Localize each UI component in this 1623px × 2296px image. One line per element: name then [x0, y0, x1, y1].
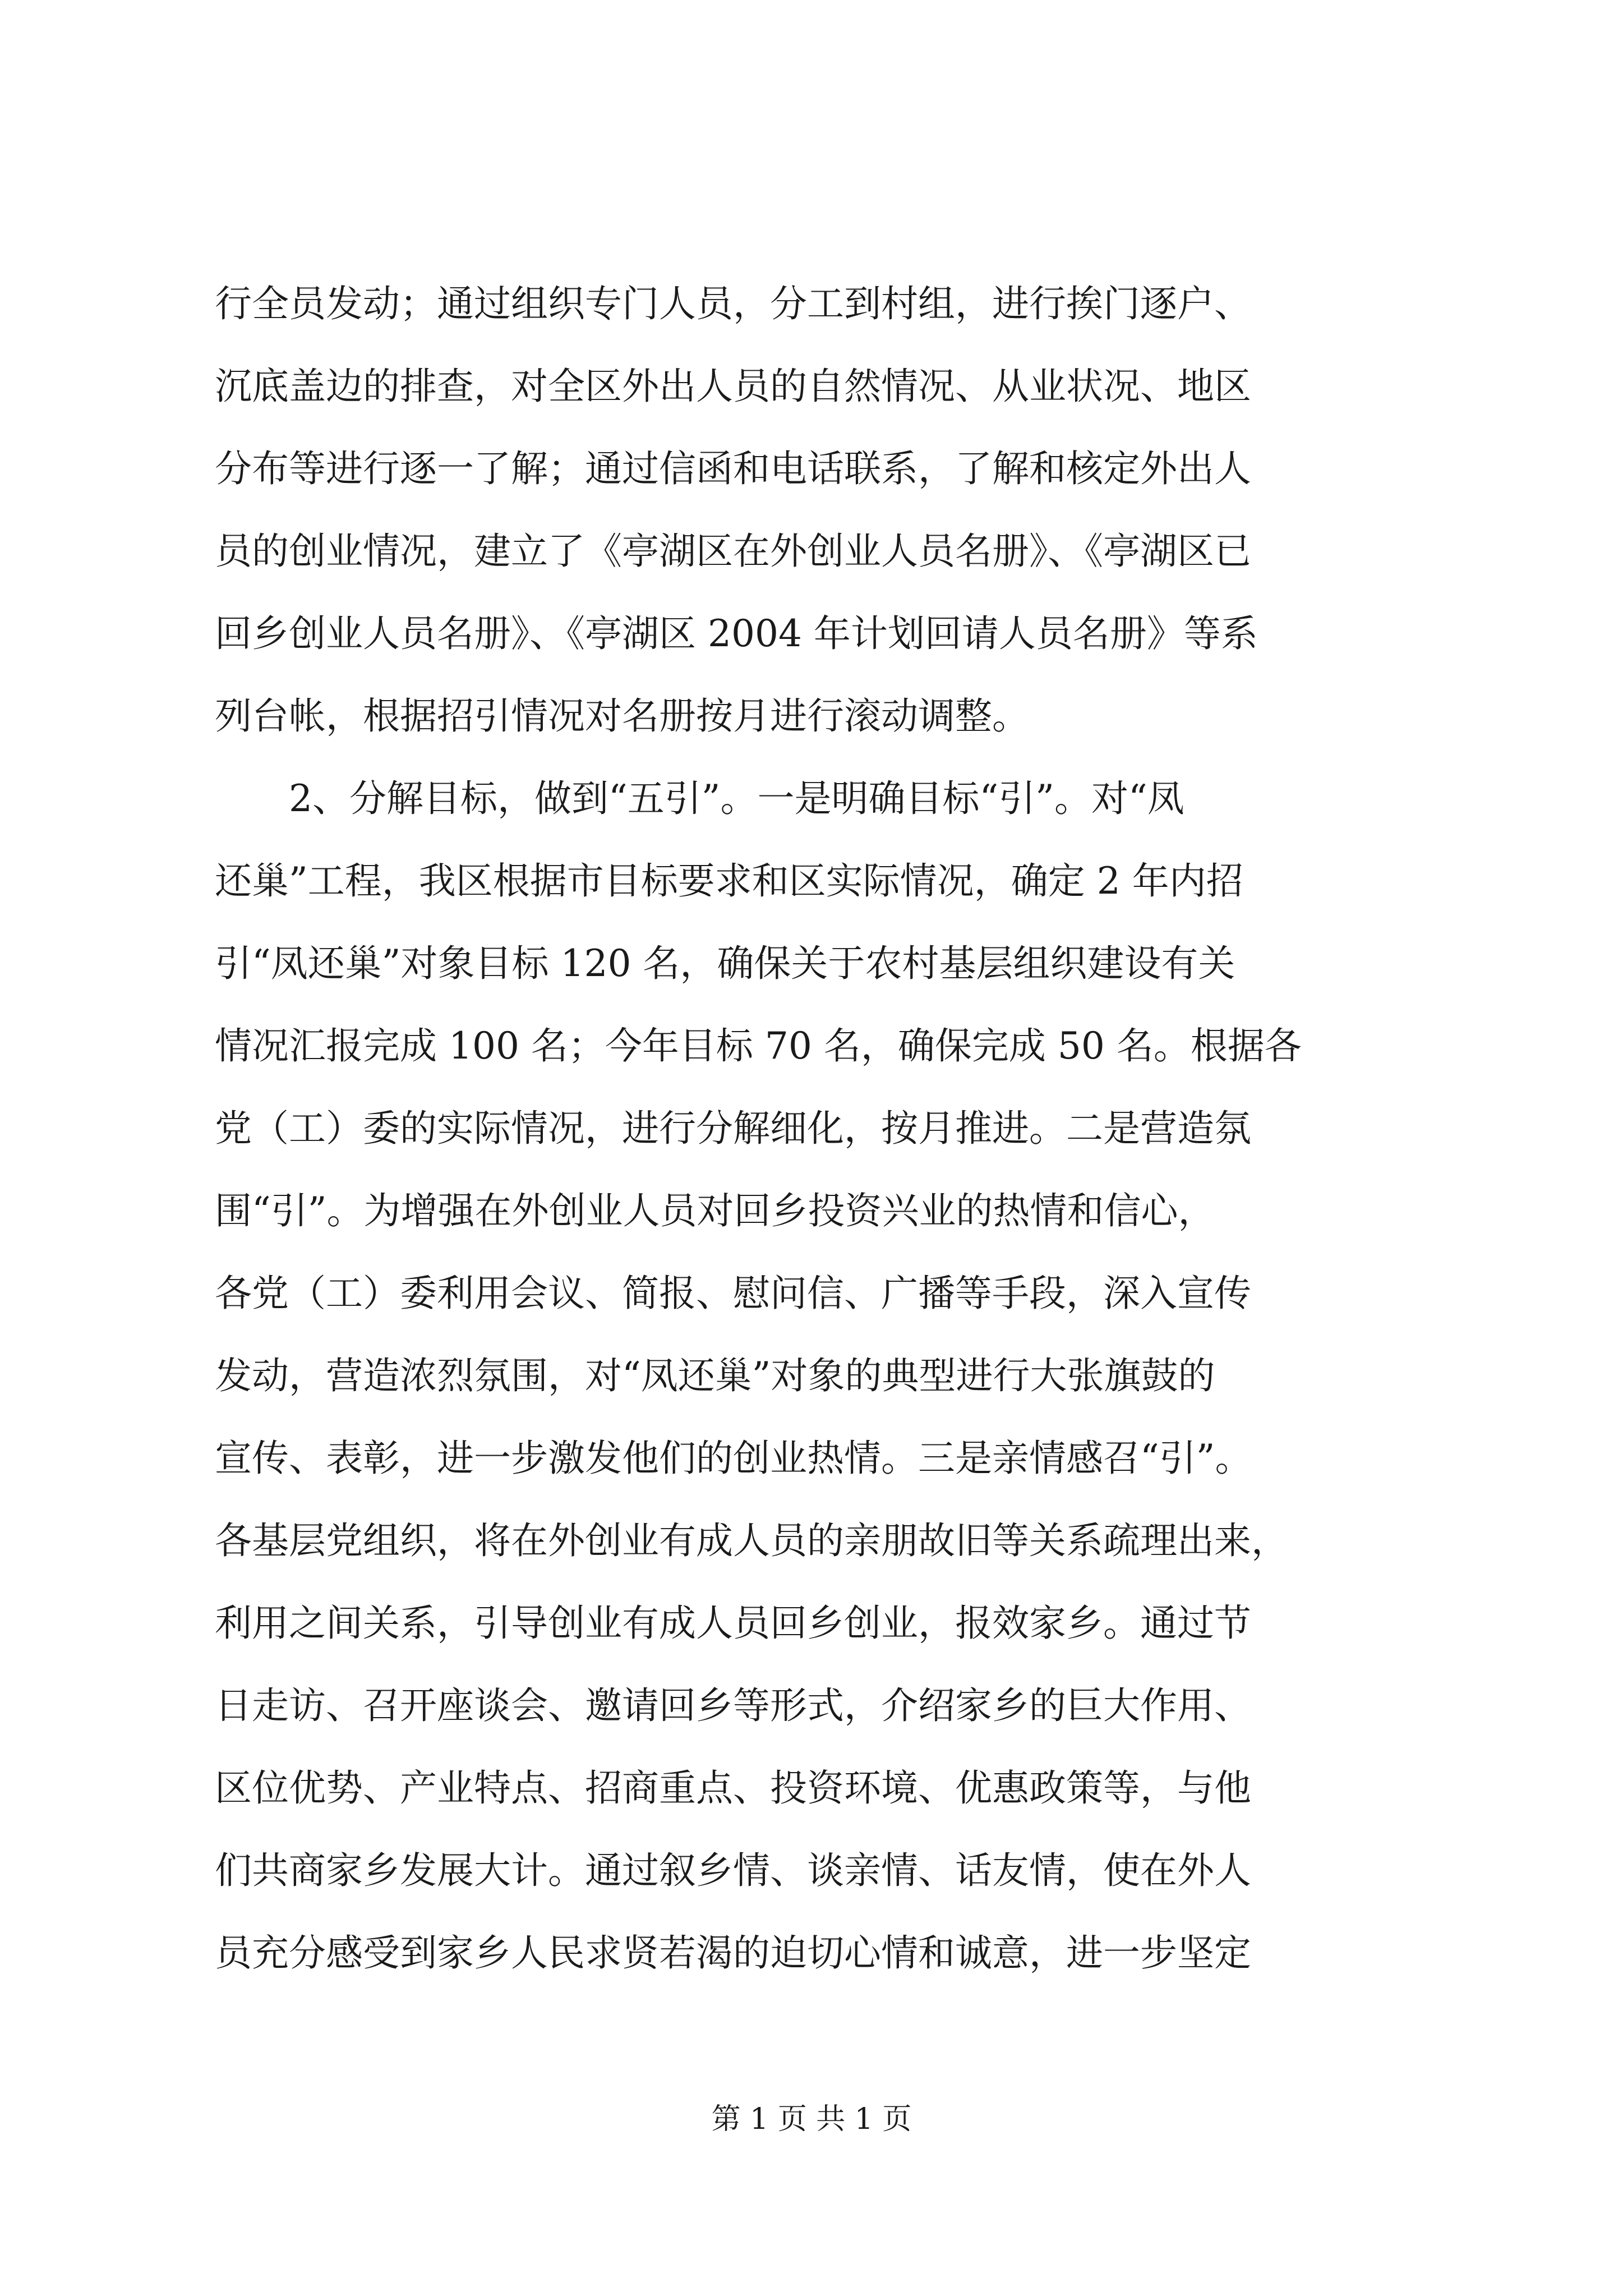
text-line: 发动，营造浓烈氛围，对“凤还巢”对象的典型进行大张旗鼓的	[215, 1354, 1215, 1397]
text-line: 员的创业情况，建立了《亭湖区在外创业人员名册》、《亭湖区已	[215, 530, 1251, 573]
text-line: 沉底盖边的排查，对全区外出人员的自然情况、从业状况、地区	[215, 365, 1251, 408]
text-line: 宣传、表彰，进一步激发他们的创业热情。三是亲情感召“引”。	[215, 1437, 1252, 1480]
text-line: 区位优势、产业特点、招商重点、投资环境、优惠政策等，与他	[215, 1766, 1251, 1810]
body-text	[215, 263, 1421, 1994]
text-line: 情况汇报完成 100 名；今年目标 70 名，确保完成 50 名。根据各	[215, 1024, 1302, 1068]
text-line: 列台帐，根据招引情况对名册按月进行滚动调整。	[215, 694, 1029, 738]
page-footer	[0, 2095, 1623, 2137]
text-line: 利用之间关系，引导创业有成人员回乡创业，报效家乡。通过节	[215, 1602, 1251, 1645]
text-line: 日走访、召开座谈会、邀请回乡等形式，介绍家乡的巨大作用、	[215, 1684, 1251, 1727]
text-line: 2、分解目标，做到“五引”。一是明确目标“引”。对“凤	[215, 777, 1184, 820]
text-line: 各党（工）委利用会议、简报、慰问信、广播等手段，深入宣传	[215, 1272, 1251, 1315]
text-line: 行全员发动；通过组织专门人员，分工到村组，进行挨门逐户、	[215, 282, 1251, 325]
text-line: 引“凤还巢”对象目标 120 名，确保关于农村基层组织建设有关	[215, 942, 1235, 985]
text-line: 员充分感受到家乡人民求贤若渴的迫切心情和诚意，进一步坚定	[215, 1931, 1251, 1975]
text-line: 回乡创业人员名册》、《亭湖区 2004 年计划回请人员名册》等系	[215, 612, 1258, 655]
page-number: 第 1 页 共 1 页	[711, 2102, 912, 2136]
text-line: 们共商家乡发展大计。通过叙乡情、谈亲情、话友情，使在外人	[215, 1849, 1251, 1892]
text-line: 围“引”。为增强在外创业人员对回乡投资兴业的热情和信心，	[215, 1189, 1215, 1232]
text-line: 党（工）委的实际情况，进行分解细化，按月推进。二是营造氛	[215, 1107, 1251, 1150]
text-line: 分布等进行逐一了解；通过信函和电话联系，了解和核定外出人	[215, 447, 1251, 490]
text-line: 各基层党组织，将在外创业有成人员的亲朋故旧等关系疏理出来，	[215, 1519, 1288, 1562]
text-line: 还巢”工程，我区根据市目标要求和区实际情况，确定 2 年内招	[215, 859, 1243, 903]
